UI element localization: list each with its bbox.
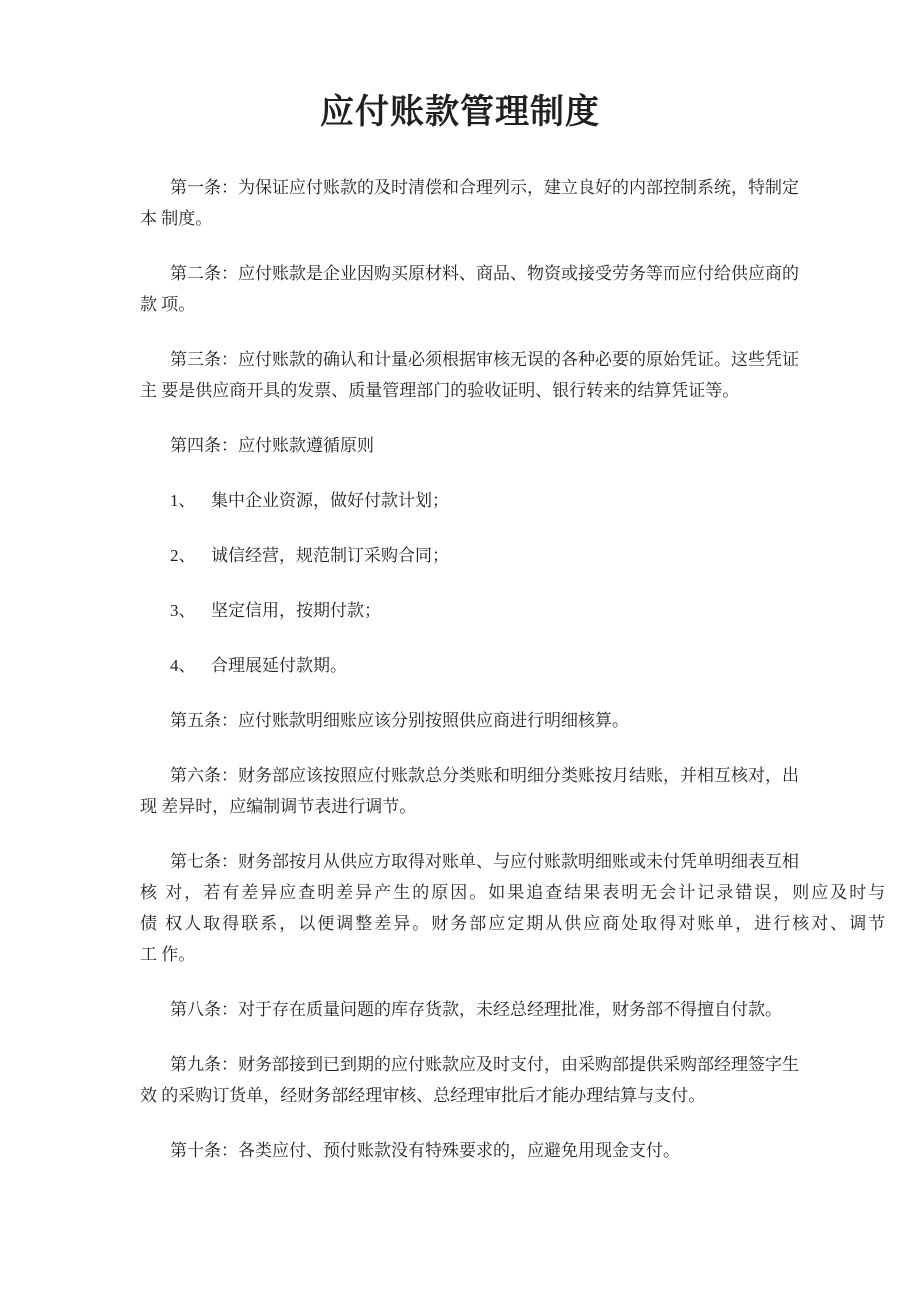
list-item xyxy=(140,650,890,681)
paragraph-line: 债 权人取得联系，以便调整差异。财务部应定期从供应商处取得对账单，进行核对、调节 xyxy=(140,914,888,933)
list-item-line xyxy=(140,650,890,681)
paragraph-line: 第四条：应付账款遵循原则 xyxy=(170,436,374,455)
list-item xyxy=(140,540,890,571)
list-item-line xyxy=(140,540,890,571)
paragraph xyxy=(140,846,890,970)
document-body xyxy=(0,136,920,1166)
list-item-text: 合理展延付款期。 xyxy=(211,656,347,675)
paragraph xyxy=(140,258,890,320)
paragraph-line: 本 制度。 xyxy=(140,209,213,228)
paragraph xyxy=(140,1135,890,1166)
paragraph-line: 工 作。 xyxy=(140,945,196,964)
paragraph-line: 现 差异时，应编制调节表进行调节。 xyxy=(140,797,417,816)
paragraph-line: 第八条：对于存在质量问题的库存货款，未经总经理批准，财务部不得擅自付款。 xyxy=(170,1000,782,1019)
list-item-marker: 3、 xyxy=(170,601,196,620)
list-item-marker: 2、 xyxy=(170,546,196,565)
paragraph xyxy=(140,705,890,736)
list-item-line xyxy=(140,485,890,516)
document-title: 应付账款管理制度 xyxy=(320,94,600,131)
paragraph xyxy=(140,1049,890,1111)
paragraph-line: 第七条：财务部按月从供应方取得对账单、与应付账款明细账或未付凭单明细表互相 xyxy=(170,852,799,871)
list-item xyxy=(140,595,890,626)
paragraph-line: 核 对，若有差异应查明差异产生的原因。如果追查结果表明无会计记录错误，则应及时与 xyxy=(140,883,888,902)
paragraph xyxy=(140,430,890,461)
list-item-line xyxy=(140,595,890,626)
paragraph-line: 主 要是供应商开具的发票、质量管理部门的验收证明、银行转来的结算凭证等。 xyxy=(140,381,740,400)
list-item-text: 诚信经营，规范制订采购合同； xyxy=(211,546,449,565)
paragraph xyxy=(140,994,890,1025)
list-item-text: 坚定信用，按期付款； xyxy=(211,601,381,620)
list-item-marker: 1、 xyxy=(170,491,196,510)
paragraph-line: 第九条：财务部接到已到期的应付账款应及时支付，由采购部提供采购部经理签字生 xyxy=(170,1055,799,1074)
paragraph xyxy=(140,172,890,234)
paragraph xyxy=(140,344,890,406)
paragraph-line: 第十条：各类应付、预付账款没有特殊要求的，应避免用现金支付。 xyxy=(170,1141,680,1160)
list-item-marker: 4、 xyxy=(170,656,196,675)
paragraph-line: 第二条：应付账款是企业因购买原材料、商品、物资或接受劳务等而应付给供应商的 xyxy=(170,264,799,283)
paragraph-line: 第一条：为保证应付账款的及时清偿和合理列示，建立良好的内部控制系统，特制定 xyxy=(170,178,799,197)
paragraph xyxy=(140,760,890,822)
list-item xyxy=(140,485,890,516)
list-item-text: 集中企业资源，做好付款计划； xyxy=(211,491,449,510)
paragraph-line: 第三条：应付账款的确认和计量必须根据审核无误的各种必要的原始凭证。这些凭证 xyxy=(170,350,799,369)
paragraph-line: 效 的采购订货单，经财务部经理审核、总经理审批后才能办理结算与支付。 xyxy=(140,1086,706,1105)
paragraph-line: 款 项。 xyxy=(140,295,196,314)
paragraph-line: 第六条：财务部应该按照应付账款总分类账和明细分类账按月结账，并相互核对，出 xyxy=(170,766,799,785)
paragraph-line: 第五条：应付账款明细账应该分别按照供应商进行明细核算。 xyxy=(170,711,629,730)
